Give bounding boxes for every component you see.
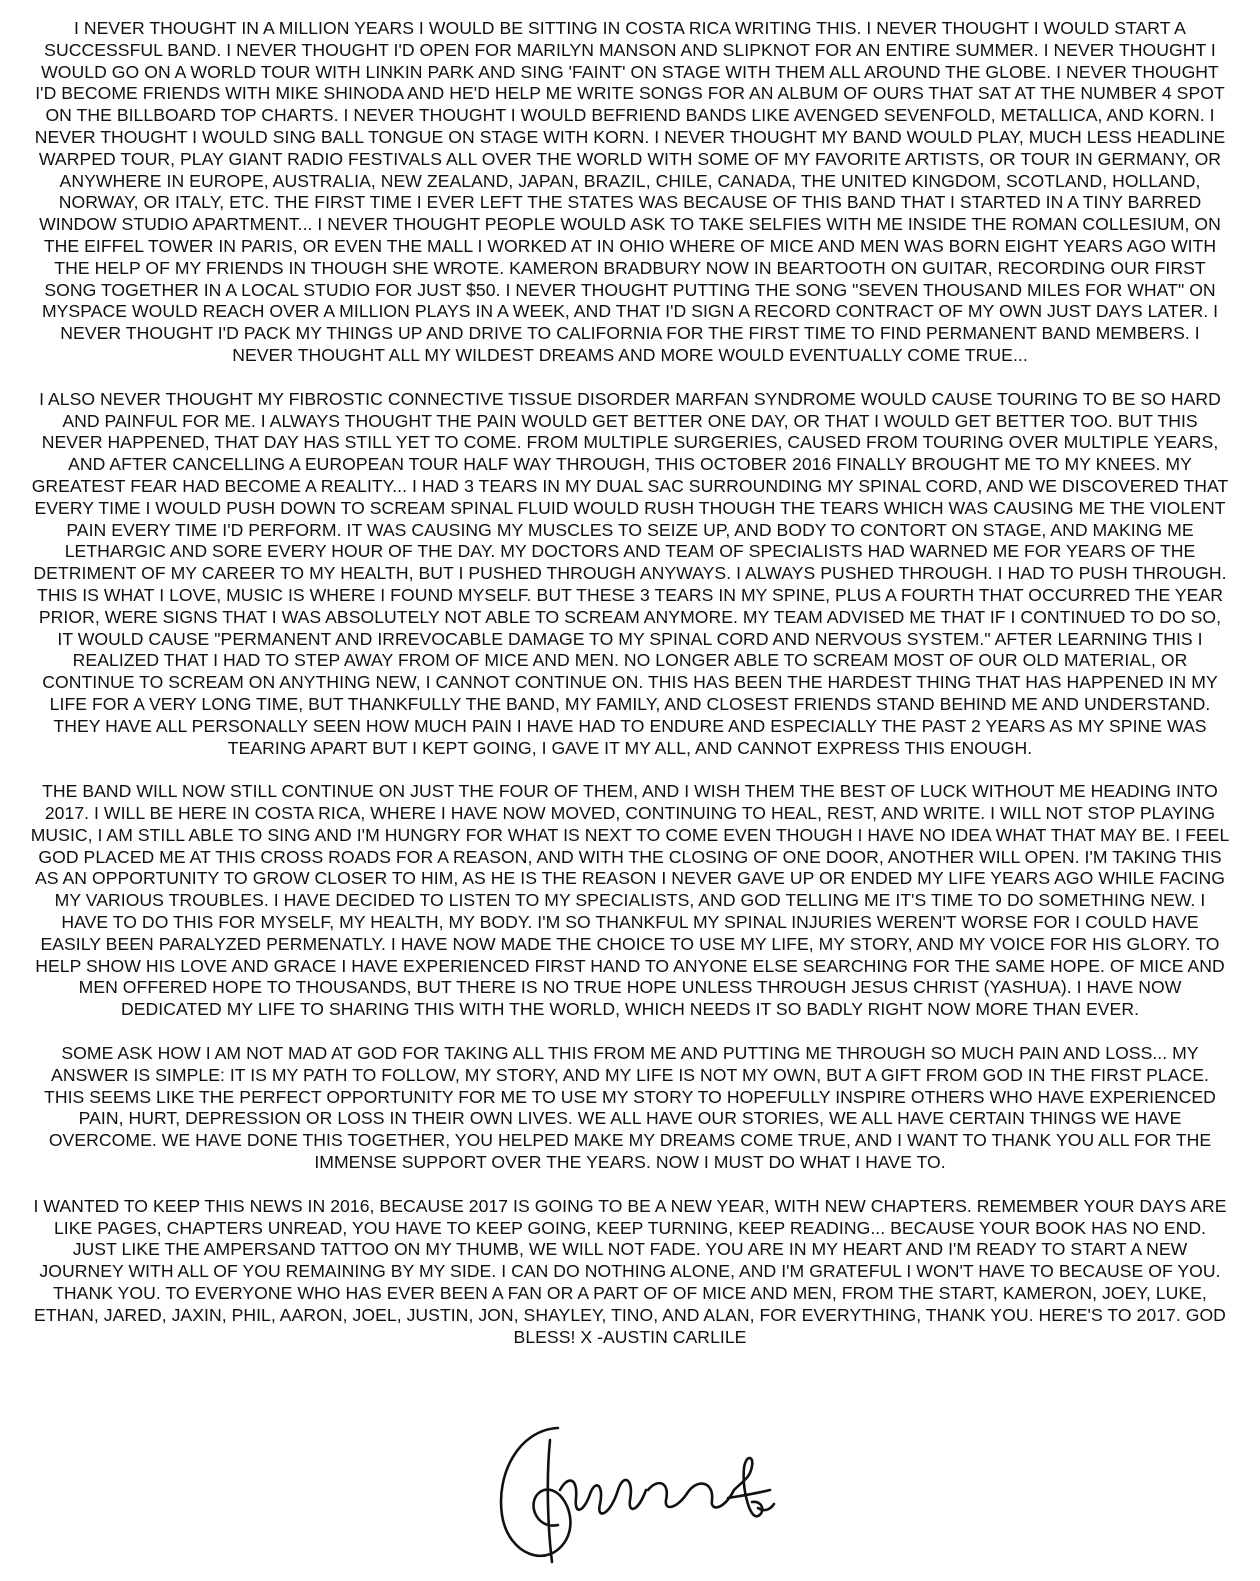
paragraph-1: I NEVER THOUGHT IN A MILLION YEARS I WOULD BE SITTING IN COSTA RICA WRITING THIS. I NEVER THOUGHT I WOULD START A SUCCESSFUL BAND. I NEVER THOUGHT I'D OPEN FOR MARILYN MANSON AND SLIPKNOT FOR AN ENTIRE SUMMER. I NEVER THOUGHT I WOULD GO ON A WORLD TOUR WITH LINKIN PARK AND SING 'FAINT' ON STAGE WITH THEM ALL AROUND THE GLOBE. I NEVER THOUGHT I'D BECOME FRIENDS WITH MIKE SHINODA AND HE'D HELP ME WRITE SONGS FOR AN ALBUM OF OURS THAT SAT AT THE NUMBER 4 SPOT ON THE BILLBOARD TOP CHARTS. I NEVER THOUGHT I WOULD BEFRIEND BANDS LIKE AVENGED SEVENFOLD, METALLICA, AND KORN. I NEVER THOUGHT I WOULD SING BALL TONGUE ON STAGE WITH KORN. I NEVER THOUGHT MY BAND WOULD PLAY, MUCH LESS HEADLINE WARPED TOUR, PLAY GIANT RADIO FESTIVALS ALL OVER THE WORLD WITH SOME OF MY FAVORITE ARTISTS, OR TOUR IN GERMANY, OR ANYWHERE IN EUROPE, AUSTRALIA, NEW ZEALAND, JAPAN, BRAZIL, CHILE, CANADA, THE UNITED KINGDOM, SCOTLAND, HOLLAND, NORWAY, OR ITALY, ETC. THE FIRST TIME I EVER LEFT THE STATES WAS BECAUSE OF THIS BAND THAT I STARTED IN A TINY BARRED WINDOW STUDIO APARTMENT... I NEVER THOUGHT PEOPLE WOULD ASK TO TAKE SELFIES WITH ME INSIDE THE ROMAN COLLESIUM, ON THE EIFFEL TOWER IN PARIS, OR EVEN THE MALL I WORKED AT IN OHIO WHERE OF MICE AND MEN WAS BORN EIGHT YEARS AGO WITH THE HELP OF MY FRIENDS IN THOUGH SHE WROTE. KAMERON BRADBURY NOW IN BEARTOOTH ON GUITAR, RECORDING OUR FIRST SONG TOGETHER IN A LOCAL STUDIO FOR JUST $50. I NEVER THOUGHT PUTTING THE SONG "SEVEN THOUSAND MILES FOR WHAT" ON MYSPACE WOULD REACH OVER A MILLION PLAYS IN A WEEK, AND THAT I'D SIGN A RECORD CONTRACT OF MY OWN JUST DAYS LATER. I NEVER THOUGHT I'D PACK MY THINGS UP AND DRIVE TO CALIFORNIA FOR THE FIRST TIME TO FIND PERMANENT BAND MEMBERS. I NEVER THOUGHT ALL MY WILDEST DREAMS AND MORE WOULD EVENTUALLY COME TRUE... [34,18,1226,365]
paragraph-5: I WANTED TO KEEP THIS NEWS IN 2016, BECAUSE 2017 IS GOING TO BE A NEW YEAR, WITH NEW CHAPTERS. REMEMBER YOUR DAYS ARE LIKE PAGES, CHAPTERS UNREAD, YOU HAVE TO KEEP GOING, KEEP TURNING, KEEP READING... BECAUSE YOUR BOOK HAS NO END. JUST LIKE THE AMPERSAND TATTOO ON MY THUMB, WE WILL NOT FADE. YOU ARE IN MY HEART AND I'M READY TO START A NEW JOURNEY WITH ALL OF YOU REMAINING BY MY SIDE. I CAN DO NOTHING ALONE, AND I'M GRATEFUL I WON'T HAVE TO BECAUSE OF YOU. THANK YOU. TO EVERYONE WHO HAS EVER BEEN A FAN OR A PART OF OF MICE AND MEN, FROM THE START, KAMERON, JOEY, LUKE, ETHAN, JARED, JAXIN, PHIL, AARON, JOEL, JUSTIN, JON, SHAYLEY, TINO, AND ALAN, FOR EVERYTHING, THANK YOU. HERE'S TO 2017. GOD BLESS! X -AUSTIN CARLILE [33,1195,1227,1347]
signature-icon [488,1420,788,1570]
letter-body [30,18,1230,1370]
paragraph-4: SOME ASK HOW I AM NOT MAD AT GOD FOR TAKING ALL THIS FROM ME AND PUTTING ME THROUGH SO MUCH PAIN AND LOSS... MY ANSWER IS SIMPLE: IT IS MY PATH TO FOLLOW, MY STORY, AND MY LIFE IS NOT MY OWN, BUT A GIFT FROM GOD IN THE FIRST PLACE. THIS SEEMS LIKE THE PERFECT OPPORTUNITY FOR ME TO USE MY STORY TO HOPEFULLY INSPIRE OTHERS WHO HAVE EXPERIENCED PAIN, HURT, DEPRESSION OR LOSS IN THEIR OWN LIVES. WE ALL HAVE OUR STORIES, WE ALL HAVE CERTAIN THINGS WE HAVE OVERCOME. WE HAVE DONE THIS TOGETHER, YOU HELPED MAKE MY DREAMS COME TRUE, AND I WANT TO THANK YOU ALL FOR THE IMMENSE SUPPORT OVER THE YEARS. NOW I MUST DO WHAT I HAVE TO. [44,1043,1216,1173]
paragraph-3: THE BAND WILL NOW STILL CONTINUE ON JUST THE FOUR OF THEM, AND I WISH THEM THE BEST OF LUCK WITHOUT ME HEADING INTO 2017. I WILL BE HERE IN COSTA RICA, WHERE I HAVE NOW MOVED, CONTINUING TO HEAL, REST, AND WRITE. I WILL NOT STOP PLAYING MUSIC, I AM STILL ABLE TO SING AND I'M HUNGRY FOR WHAT IS NEXT TO COME EVEN THOUGH I HAVE NO IDEA WHAT THAT MAY BE. I FEEL GOD PLACED ME AT THIS CROSS ROADS FOR A REASON, AND WITH THE CLOSING OF ONE DOOR, ANOTHER WILL OPEN. I'M TAKING THIS AS AN OPPORTUNITY TO GROW CLOSER TO HIM, AS HE IS THE REASON I NEVER GAVE UP OR ENDED MY LIFE YEARS AGO WHILE FACING MY VARIOUS TROUBLES. I HAVE DECIDED TO LISTEN TO MY SPECIALISTS, AND GOD TELLING ME IT'S TIME TO DO SOMETHING NEW. I HAVE TO DO THIS FOR MYSELF, MY HEALTH, MY BODY. I'M SO THANKFUL MY SPINAL INJURIES WEREN'T WORSE FOR I COULD HAVE EASILY BEEN PARALYZED PERMENATLY. I HAVE NOW MADE THE CHOICE TO USE MY LIFE, MY STORY, AND MY VOICE FOR HIS GLORY. TO HELP SHOW HIS LOVE AND GRACE I HAVE EXPERIENCED FIRST HAND TO ANYONE ELSE SEARCHING FOR THE SAME HOPE. OF MICE AND MEN OFFERED HOPE TO THOUSANDS, BUT THERE IS NO TRUE HOPE UNLESS THROUGH JESUS CHRIST (YASHUA). I HAVE NOW DEDICATED MY LIFE TO SHARING THIS WITH THE WORLD, WHICH NEEDS IT SO BADLY RIGHT NOW MORE THAN EVER. [30,781,1230,1020]
paragraph-2: I ALSO NEVER THOUGHT MY FIBROSTIC CONNECTIVE TISSUE DISORDER MARFAN SYNDROME WOULD CAUSE TOURING TO BE SO HARD AND PAINFUL FOR ME. I ALWAYS THOUGHT THE PAIN WOULD GET BETTER ONE DAY, OR THAT I WOULD GET BETTER TOO. BUT THIS NEVER HAPPENED, THAT DAY HAS STILL YET TO COME. FROM MULTIPLE SURGERIES, CAUSED FROM TOURING OVER MULTIPLE YEARS, AND AFTER CANCELLING A EUROPEAN TOUR HALF WAY THROUGH, THIS OCTOBER 2016 FINALLY BROUGHT ME TO MY KNEES. MY GREATEST FEAR HAD BECOME A REALITY... I HAD 3 TEARS IN MY DUAL SAC SURROUNDING MY SPINAL CORD, AND WE DISCOVERED THAT EVERY TIME I WOULD PUSH DOWN TO SCREAM SPINAL FLUID WOULD RUSH THOUGH THE TEARS WHICH WAS CAUSING ME THE VIOLENT PAIN EVERY TIME I'D PERFORM. IT WAS CAUSING MY MUSCLES TO SEIZE UP, AND BODY TO CONTORT ON STAGE, AND MAKING ME LETHARGIC AND SORE EVERY HOUR OF THE DAY. MY DOCTORS AND TEAM OF SPECIALISTS HAD WARNED ME FOR YEARS OF THE DETRIMENT OF MY CAREER TO MY HEALTH, BUT I PUSHED THROUGH ANYWAYS. I ALWAYS PUSHED THROUGH. I HAD TO PUSH THROUGH. THIS IS WHAT I LOVE, MUSIC IS WHERE I FOUND MYSELF. BUT THESE 3 TEARS IN MY SPINE, PLUS A FOURTH THAT OCCURRED THE YEAR PRIOR, WERE SIGNS THAT I WAS ABSOLUTELY NOT ABLE TO SCREAM ANYMORE. MY TEAM ADVISED ME THAT IF I CONTINUED TO DO SO, IT WOULD CAUSE "PERMANENT AND IRREVOCABLE DAMAGE TO MY SPINAL CORD AND NERVOUS SYSTEM." AFTER LEARNING THIS I REALIZED THAT I HAD TO STEP AWAY FROM OF MICE AND MEN. NO LONGER ABLE TO SCREAM MOST OF OUR OLD MATERIAL, OR CONTINUE TO SCREAM ON ANYTHING NEW, I CANNOT CONTINUE ON. THIS HAS BEEN THE HARDEST THING THAT HAS HAPPENED IN MY LIFE FOR A VERY LONG TIME, BUT THANKFULLY THE BAND, MY FAMILY, AND CLOSEST FRIENDS STAND BEHIND ME AND UNDERSTAND. THEY HAVE ALL PERSONALLY SEEN HOW MUCH PAIN I HAVE HAD TO ENDURE AND ESPECIALLY THE PAST 2 YEARS AS MY SPINE WAS TEARING APART BUT I KEPT GOING, I GAVE IT MY ALL, AND CANNOT EXPRESS THIS ENOUGH. [31,388,1229,758]
